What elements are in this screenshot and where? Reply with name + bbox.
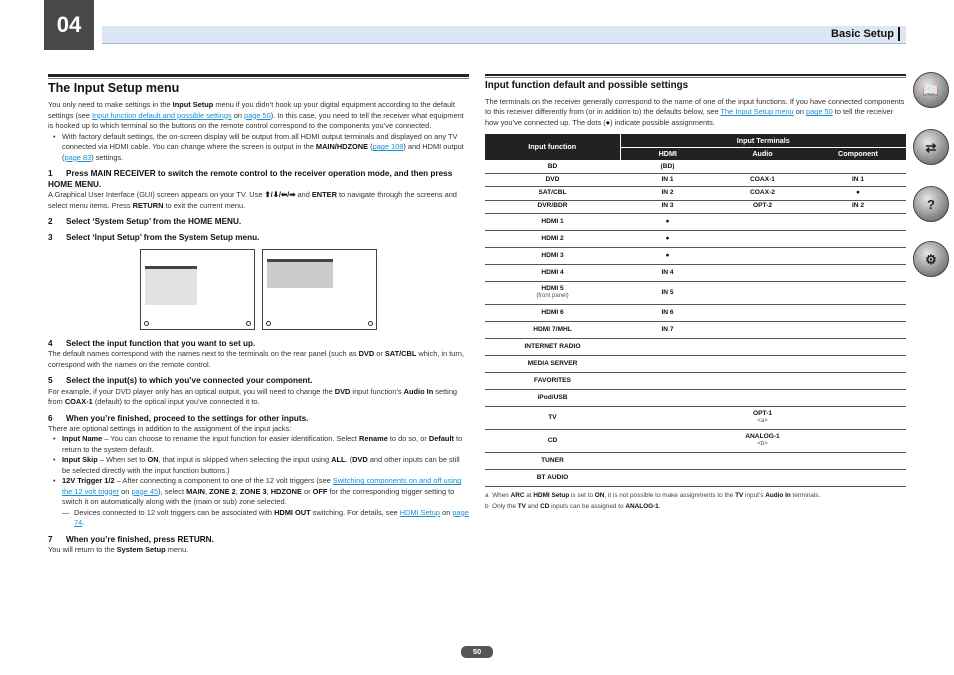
table-row bbox=[485, 406, 906, 429]
table-row bbox=[485, 230, 906, 247]
cell-audio bbox=[715, 452, 810, 469]
cell-input-function: FAVORITES bbox=[485, 372, 620, 389]
arrow-keys-icon: ⬆/⬇/⬅/➡ bbox=[264, 190, 296, 200]
cell-hdmi: ● bbox=[620, 230, 715, 247]
cell-component bbox=[810, 160, 906, 173]
cell-audio bbox=[715, 304, 810, 321]
table-row bbox=[485, 264, 906, 281]
left-column bbox=[48, 74, 469, 555]
cell-input-function: HDMI 3 bbox=[485, 247, 620, 264]
table-row bbox=[485, 281, 906, 304]
cell-hdmi: (BD) bbox=[620, 160, 715, 173]
cell-hdmi: IN 4 bbox=[620, 264, 715, 281]
footnote-a: a When ARC at HDMI Setup is set to ON, it is not possible to make assignments to the TV input’s Audio In terminals. bbox=[485, 491, 821, 499]
intro-paragraph: You only need to make settings in the Input Setup menu if you didn’t hook up your digital equipment according to the default settings (see Input function default and possible settings on page 50). In this case, you need to tell the receiver what equipment is hooked up to which terminal so the buttons on the remote control correspond to the components you’ve connected. bbox=[48, 100, 464, 131]
table-row bbox=[485, 213, 906, 230]
cell-hdmi bbox=[620, 429, 715, 452]
cell-hdmi: IN 7 bbox=[620, 321, 715, 338]
cell-audio bbox=[715, 469, 810, 486]
link-page-74[interactable]: page 74 bbox=[74, 507, 469, 528]
cell-input-function: HDMI 1 bbox=[485, 213, 620, 230]
help-icon[interactable]: ? bbox=[913, 186, 949, 222]
step-4-body: The default names correspond with the names next to the terminals on the rear panel (such as DVD or SAT/CBL which, in turn, correspond with the names on the remote control. bbox=[48, 349, 465, 369]
option-12v-note: — Devices connected to 12 volt triggers can be associated with HDMI OUT switching. For details, see HDMI Setup on page 74. bbox=[62, 507, 469, 528]
cell-hdmi bbox=[620, 452, 715, 469]
system-setup-screen bbox=[262, 249, 377, 330]
link-input-setup-menu[interactable]: The Input Setup menu bbox=[720, 107, 794, 117]
step-6-body: There are optional settings in addition to the assignment of the input jacks: bbox=[48, 423, 292, 433]
link-hdmi-setup[interactable]: HDMI Setup bbox=[399, 507, 441, 517]
cell-input-function: BD bbox=[485, 160, 620, 173]
cell-component bbox=[810, 230, 906, 247]
step-2: 2 Select ‘System Setup’ from the HOME MENU. bbox=[48, 217, 242, 227]
cell-input-function: BT AUDIO bbox=[485, 469, 620, 486]
cell-component bbox=[810, 389, 906, 406]
table-row bbox=[485, 355, 906, 372]
table-row bbox=[485, 338, 906, 355]
title-rule bbox=[48, 74, 469, 79]
step-7: 7 When you’re finished, press RETURN. bbox=[48, 534, 214, 544]
cell-input-function: HDMI 7/MHL bbox=[485, 321, 620, 338]
cell-hdmi: IN 5 bbox=[620, 281, 715, 304]
table-row bbox=[485, 187, 906, 200]
cell-component bbox=[810, 406, 906, 429]
cell-hdmi bbox=[620, 469, 715, 486]
cell-audio: OPT-1 <a> bbox=[715, 406, 810, 429]
cell-input-function: HDMI 5 (front panel) bbox=[485, 281, 620, 304]
col-input-terminals: Input Terminals bbox=[620, 134, 906, 147]
cell-hdmi: ● bbox=[620, 213, 715, 230]
note-bullet: • With factory default settings, the on-screen display will be output from all HDMI output terminals and displayed on any TV connected via HDMI cable. You can change where the screen is output in the MAIN/HDZONE (page 108) and HDMI output (page 83) settings. bbox=[48, 132, 469, 164]
step-1: 1 Press MAIN RECEIVER to switch the remote control to the receiver operation mode, and then press HOME MENU. bbox=[48, 169, 453, 190]
cell-component bbox=[810, 264, 906, 281]
dot-icon: ● bbox=[605, 117, 611, 127]
table-row bbox=[485, 452, 906, 469]
cell-input-function: SAT/CBL bbox=[485, 187, 620, 200]
step-1-body: A Graphical User Interface (GUI) screen appears on your TV. Use ⬆/⬇/⬅/➡ and ENTER to navigate through the screens and select menu items. Press RETURN to exit the current menu. bbox=[48, 190, 457, 210]
cell-hdmi bbox=[620, 406, 715, 429]
cell-input-function: DVD bbox=[485, 174, 620, 187]
cell-audio: COAX-2 bbox=[715, 187, 810, 200]
cell-audio bbox=[715, 338, 810, 355]
table-row bbox=[485, 200, 906, 213]
cell-input-function: HDMI 4 bbox=[485, 264, 620, 281]
cell-audio bbox=[715, 264, 810, 281]
option-input-skip: • Input Skip – When set to ON, that input is skipped when selecting the input using ALL. (DVD and other inputs can be still be selected directly with the input function buttons.) bbox=[48, 455, 469, 476]
option-input-name: • Input Name – You can choose to rename the input function for easier identification. Select Rename to do so, or Default to return to the system default. bbox=[48, 434, 469, 455]
section-title: Basic Setup bbox=[831, 27, 900, 41]
cell-component bbox=[810, 372, 906, 389]
link-page-50[interactable]: page 50 bbox=[244, 110, 271, 120]
table-row bbox=[485, 321, 906, 338]
cell-input-function: DVR/BDR bbox=[485, 200, 620, 213]
input-function-table bbox=[485, 134, 906, 486]
header-bar bbox=[102, 26, 906, 44]
cell-hdmi bbox=[620, 372, 715, 389]
cell-hdmi: IN 1 bbox=[620, 174, 715, 187]
table-body bbox=[485, 160, 906, 486]
chapter-number: 04 bbox=[44, 0, 94, 50]
step-4: 4 Select the input function that you want to set up. bbox=[48, 339, 256, 349]
cell-component bbox=[810, 429, 906, 452]
cell-audio: OPT-2 bbox=[715, 200, 810, 213]
cell-input-function: HDMI 2 bbox=[485, 230, 620, 247]
cell-audio: ANALOG-1 <b> bbox=[715, 429, 810, 452]
page-number: 50 bbox=[461, 646, 493, 658]
right-intro: The terminals on the receiver generally correspond to the name of one of the input functions. If you have connected components to this receiver differently from (or in addition to) the defaults below, see The Input Setup menu on page 50 to tell the receiver how you’ve connected up. The dots (●) indicate possible assignments. bbox=[485, 96, 905, 127]
gui-screenshots bbox=[48, 249, 469, 333]
table-row bbox=[485, 429, 906, 452]
cell-component bbox=[810, 213, 906, 230]
option-12v-trigger: • 12V Trigger 1/2 – After connecting a component to one of the 12 volt triggers (see Switching components on and off using the 12 volt trigger on page 45), select MAIN, ZONE 2, ZONE 3, HDZONE or OFF for the corresponding trigger setting to switch it on automatically along with the (main or sub) zone selected. bbox=[48, 476, 469, 508]
cell-audio bbox=[715, 281, 810, 304]
cell-hdmi bbox=[620, 338, 715, 355]
table-row bbox=[485, 247, 906, 264]
cell-input-function: MEDIA SERVER bbox=[485, 355, 620, 372]
cell-input-function: CD bbox=[485, 429, 620, 452]
right-column bbox=[485, 74, 906, 511]
link-12v-trigger[interactable]: Switching components on and off using the 12 volt trigger bbox=[62, 476, 462, 496]
table-row bbox=[485, 469, 906, 486]
col-hdmi: HDMI bbox=[620, 147, 715, 160]
cell-audio: COAX-1 bbox=[715, 174, 810, 187]
cell-component bbox=[810, 452, 906, 469]
cell-component bbox=[810, 321, 906, 338]
footnotes bbox=[485, 491, 906, 511]
cell-input-function: INTERNET RADIO bbox=[485, 338, 620, 355]
step-5-body: For example, if your DVD player only has an optical output, you will need to change the DVD input function’s Audio In setting from COAX-1 (default) to the optical input you’ve connected it to. bbox=[48, 386, 458, 407]
link-input-function-defaults[interactable]: Input function default and possible settings bbox=[91, 110, 232, 120]
subtitle-rule bbox=[485, 74, 906, 78]
link-page-108[interactable]: page 108 bbox=[372, 142, 404, 152]
subsection-title: Input function default and possible settings bbox=[485, 80, 689, 91]
cell-component bbox=[810, 355, 906, 372]
cell-audio bbox=[715, 389, 810, 406]
cell-audio bbox=[715, 372, 810, 389]
cell-hdmi bbox=[620, 355, 715, 372]
settings-icon[interactable]: ⚙ bbox=[913, 241, 949, 277]
page-title: The Input Setup menu bbox=[48, 81, 180, 95]
book-icon[interactable]: 📖 bbox=[913, 72, 949, 108]
cell-hdmi: IN 3 bbox=[620, 200, 715, 213]
cell-audio bbox=[715, 321, 810, 338]
link-page-83[interactable]: page 83 bbox=[64, 152, 92, 162]
cell-hdmi bbox=[620, 389, 715, 406]
cell-audio bbox=[715, 355, 810, 372]
home-menu-screen bbox=[140, 249, 255, 330]
step-5: 5 Select the input(s) to which you’ve connected your component. bbox=[48, 376, 313, 386]
step-6: 6 When you’re finished, proceed to the settings for other inputs. bbox=[48, 413, 309, 423]
cell-input-function: TV bbox=[485, 406, 620, 429]
table-row bbox=[485, 174, 906, 187]
cell-input-function: HDMI 6 bbox=[485, 304, 620, 321]
col-audio: Audio bbox=[715, 147, 810, 160]
cell-component bbox=[810, 469, 906, 486]
cell-component bbox=[810, 304, 906, 321]
cell-component: IN 2 bbox=[810, 200, 906, 213]
cell-hdmi: IN 2 bbox=[620, 187, 715, 200]
table-row bbox=[485, 160, 906, 173]
cell-audio bbox=[715, 230, 810, 247]
table-row bbox=[485, 372, 906, 389]
cell-input-function: iPod/USB bbox=[485, 389, 620, 406]
table-row bbox=[485, 304, 906, 321]
cell-component: IN 1 bbox=[810, 174, 906, 187]
cell-component bbox=[810, 281, 906, 304]
footnote-b: b Only the TV and CD inputs can be assigned to ANALOG-1. bbox=[485, 502, 661, 510]
link-page-50b[interactable]: page 50 bbox=[806, 107, 833, 117]
cell-input-function: TUNER bbox=[485, 452, 620, 469]
connection-icon[interactable]: ⇄ bbox=[913, 129, 949, 165]
cell-component bbox=[810, 247, 906, 264]
step-7-body: You will return to the System Setup menu. bbox=[48, 544, 189, 554]
cell-hdmi: ● bbox=[620, 247, 715, 264]
cell-component bbox=[810, 338, 906, 355]
col-input-function: Input function bbox=[485, 134, 620, 160]
cell-hdmi: IN 6 bbox=[620, 304, 715, 321]
step-3: 3 Select ‘Input Setup’ from the System Setup menu. bbox=[48, 233, 260, 243]
cell-audio bbox=[715, 213, 810, 230]
col-component: Component bbox=[810, 147, 906, 160]
cell-audio bbox=[715, 160, 810, 173]
cell-component: ● bbox=[810, 187, 906, 200]
table-row bbox=[485, 389, 906, 406]
link-page-45[interactable]: page 45 bbox=[131, 486, 159, 496]
cell-audio bbox=[715, 247, 810, 264]
